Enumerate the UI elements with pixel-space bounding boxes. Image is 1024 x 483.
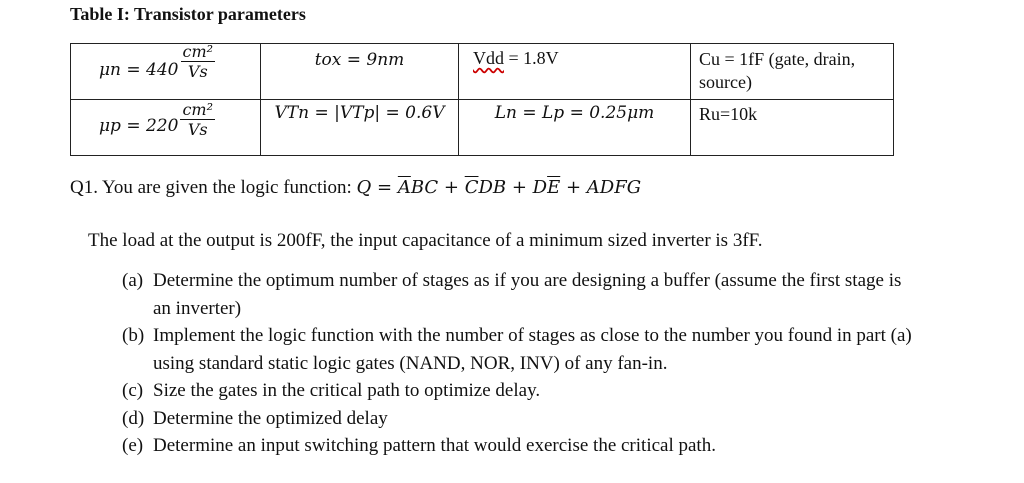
- transistor-parameters-table: [70, 43, 894, 156]
- part-text: Determine the optimized delay: [153, 407, 388, 429]
- part-text: Implement the logic function with the number of stages as close to the number you found in part (a) using standard static logic gates (NAND, NOR, INV) of any fan-in.: [153, 325, 912, 374]
- table-row: [71, 100, 894, 156]
- oxide-thickness-cell: [261, 44, 459, 100]
- part-text: Determine the optimum number of stages as if you are designing a buffer (assume the first stage is an inverter): [153, 270, 902, 319]
- resistance-cell: [691, 100, 894, 156]
- part-label: (a): [122, 270, 144, 291]
- list-item: [122, 405, 922, 433]
- oxide-thickness: tox = 9nm: [314, 50, 405, 70]
- mobility-n-cell: [71, 44, 261, 100]
- part-label: (c): [122, 380, 144, 401]
- table-row: [71, 44, 894, 100]
- mobility-n-unit: $\frac{\text{cm²}}{Vs}$: [182, 42, 214, 81]
- channel-length-cell: [459, 100, 691, 156]
- unit-resistance: Ru=10k: [699, 104, 758, 124]
- table-caption: Table I: Transistor parameters: [70, 4, 306, 24]
- logic-function: $Q = \overline{A}BC + \overline{C}DB + D\overline{E}$ + ADFG: [356, 177, 642, 198]
- vdd-cell: [459, 44, 691, 100]
- mobility-p-unit: $\frac{\text{cm²}}{Vs}$: [182, 100, 213, 139]
- unit-capacitance-cell: [691, 44, 894, 100]
- question-parts: [122, 267, 922, 460]
- channel-length: Ln = Lp = 0.25μm: [494, 103, 655, 123]
- part-label: (b): [122, 325, 145, 346]
- question-heading: [70, 177, 641, 199]
- part-text: Size the gates in the critical path to optimize delay.: [153, 380, 541, 401]
- threshold-voltage-cell: [261, 100, 459, 156]
- mobility-p-label: μp = 220: [99, 116, 179, 136]
- question-intro: The load at the output is 200fF, the input capacitance of a minimum sized inverter is 3fF.: [88, 230, 763, 251]
- list-item: [122, 377, 922, 405]
- unit-capacitance: Cu = 1fF (gate, drain, source): [699, 49, 856, 92]
- threshold-voltage: VTn = |VTp| = 0.6V: [274, 103, 445, 123]
- part-label: (d): [122, 407, 145, 429]
- list-item: [122, 322, 922, 377]
- mobility-n-label: μn = 440: [99, 60, 179, 80]
- list-item: [122, 267, 922, 322]
- part-text: Determine an input switching pattern that would exercise the critical path.: [153, 435, 716, 456]
- part-label: (e): [122, 435, 144, 456]
- mobility-p-cell: [71, 100, 261, 156]
- vdd-value: Vdd = 1.8V: [473, 48, 559, 68]
- list-item: [122, 432, 922, 460]
- question-label: Q1. You are given the logic function:: [70, 177, 357, 198]
